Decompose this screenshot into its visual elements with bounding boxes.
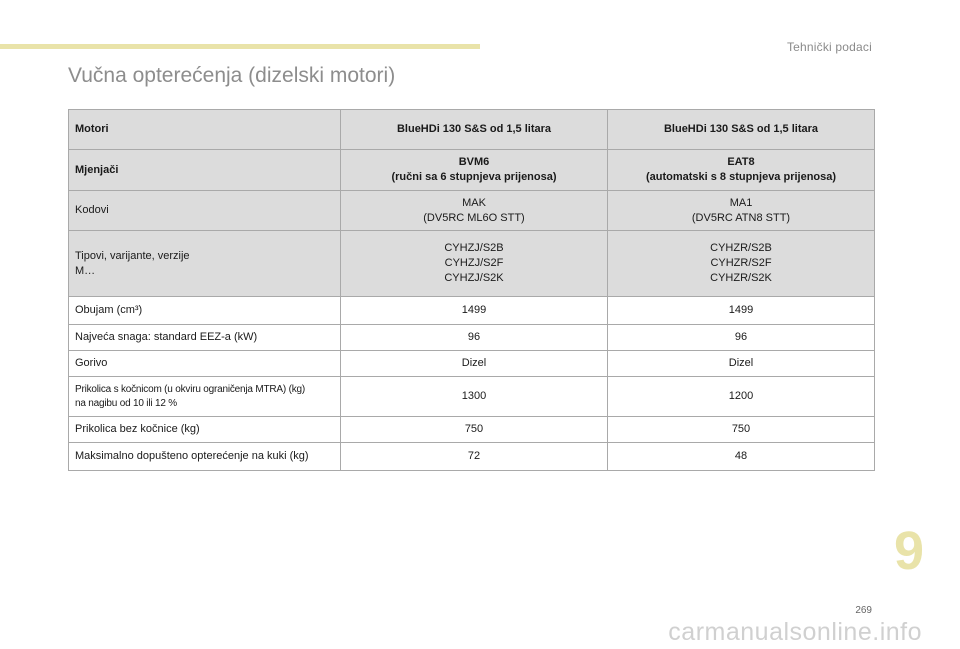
table-row xyxy=(69,231,875,297)
value-cell xyxy=(608,191,875,231)
value-cell xyxy=(341,110,608,150)
table-row xyxy=(69,110,875,150)
cell-text-line: Motori xyxy=(75,123,109,135)
value-cell xyxy=(608,110,875,150)
row-label-cell xyxy=(69,325,341,351)
table-row xyxy=(69,417,875,443)
table-row xyxy=(69,191,875,231)
value-cell xyxy=(608,377,875,417)
value-cell xyxy=(608,417,875,443)
value-cell xyxy=(341,443,608,471)
value-cell xyxy=(608,351,875,377)
cell-text-line: CYHZR/S2K xyxy=(710,272,772,284)
cell-text-line: na nagibu od 10 ili 12 % xyxy=(75,397,177,409)
cell-text-line: Prikolica bez kočnice (kg) xyxy=(75,423,200,435)
row-label-cell xyxy=(69,417,341,443)
row-label-cell xyxy=(69,351,341,377)
value-cell xyxy=(341,377,608,417)
cell-text-line: Obujam (cm³) xyxy=(75,304,143,316)
cell-text-line: 96 xyxy=(734,331,748,343)
cell-text-line: 1200 xyxy=(728,390,754,402)
table-row xyxy=(69,325,875,351)
row-label-cell xyxy=(69,231,341,297)
cell-text-line: Tipovi, varijante, verzije xyxy=(75,249,190,262)
value-cell xyxy=(341,417,608,443)
page-number: 269 xyxy=(855,605,872,616)
row-label-cell xyxy=(69,443,341,471)
cell-text-line: BlueHDi 130 S&S od 1,5 litara xyxy=(396,123,552,135)
cell-text-line: Mjenjači xyxy=(75,163,119,176)
table-row xyxy=(69,443,875,471)
value-cell xyxy=(608,325,875,351)
table-row xyxy=(69,297,875,325)
value-cell xyxy=(608,231,875,297)
page-title: Vučna opterećenja (dizelski motori) xyxy=(68,64,396,87)
cell-text-line: (automatski s 8 stupnjeva prijenosa) xyxy=(645,171,837,183)
cell-text-line: CYHZJ/S2B xyxy=(444,242,504,254)
cell-text-line: 1499 xyxy=(728,304,754,316)
value-cell xyxy=(341,231,608,297)
header-accent-bar xyxy=(0,44,480,49)
cell-text-line: 72 xyxy=(467,450,481,462)
cell-text-line: Kodovi xyxy=(75,204,109,216)
row-label-cell xyxy=(69,150,341,191)
value-cell xyxy=(608,150,875,191)
row-label-cell xyxy=(69,297,341,325)
value-cell xyxy=(341,325,608,351)
cell-text-line: 1499 xyxy=(461,304,487,316)
watermark: carmanualsonline.info xyxy=(668,618,922,646)
cell-text-line: 96 xyxy=(467,331,481,343)
cell-text-line: Dizel xyxy=(461,357,487,369)
table-row xyxy=(69,351,875,377)
cell-text-line: BVM6 xyxy=(458,156,490,168)
cell-text-line: Gorivo xyxy=(75,357,108,369)
value-cell xyxy=(341,297,608,325)
cell-text-line: Najveća snaga: standard EEZ-a (kW) xyxy=(75,331,258,343)
value-cell xyxy=(341,150,608,191)
cell-text-line: CYHZR/S2F xyxy=(710,257,772,269)
cell-text-line: (ručni sa 6 stupnjeva prijenosa) xyxy=(391,171,557,183)
cell-text-line: (DV5RC ATN8 STT) xyxy=(691,211,791,224)
value-cell xyxy=(341,191,608,231)
cell-text-line: (DV5RC ML6O STT) xyxy=(423,211,525,224)
cell-text-line: 1300 xyxy=(461,390,487,402)
row-label-cell xyxy=(69,191,341,231)
cell-text-line: 48 xyxy=(734,450,748,462)
section-title: Tehnički podaci xyxy=(786,40,872,54)
cell-text-line: MA1 xyxy=(729,196,753,209)
cell-text-line: 750 xyxy=(464,423,484,435)
row-label-cell xyxy=(69,110,341,150)
cell-text-line: EAT8 xyxy=(727,156,755,168)
towing-loads-table xyxy=(68,109,875,471)
cell-text-line: CYHZR/S2B xyxy=(710,242,772,254)
cell-text-line: M… xyxy=(75,264,96,277)
cell-text-line: Dizel xyxy=(728,357,754,369)
table-row xyxy=(69,377,875,417)
value-cell xyxy=(341,351,608,377)
cell-text-line: Maksimalno dopušteno opterećenje na kuki (kg) xyxy=(75,450,309,462)
cell-text-line: Prikolica s kočnicom (u okviru ograničenja MTRA) (kg) xyxy=(75,383,306,395)
table-row xyxy=(69,150,875,191)
value-cell xyxy=(608,443,875,471)
chapter-number: 9 xyxy=(893,521,924,581)
cell-text-line: MAK xyxy=(462,196,486,209)
cell-text-line: CYHZJ/S2K xyxy=(444,272,504,284)
cell-text-line: 750 xyxy=(731,423,751,435)
value-cell xyxy=(608,297,875,325)
row-label-cell xyxy=(69,377,341,417)
cell-text-line: CYHZJ/S2F xyxy=(444,257,504,269)
cell-text-line: BlueHDi 130 S&S od 1,5 litara xyxy=(663,123,819,135)
